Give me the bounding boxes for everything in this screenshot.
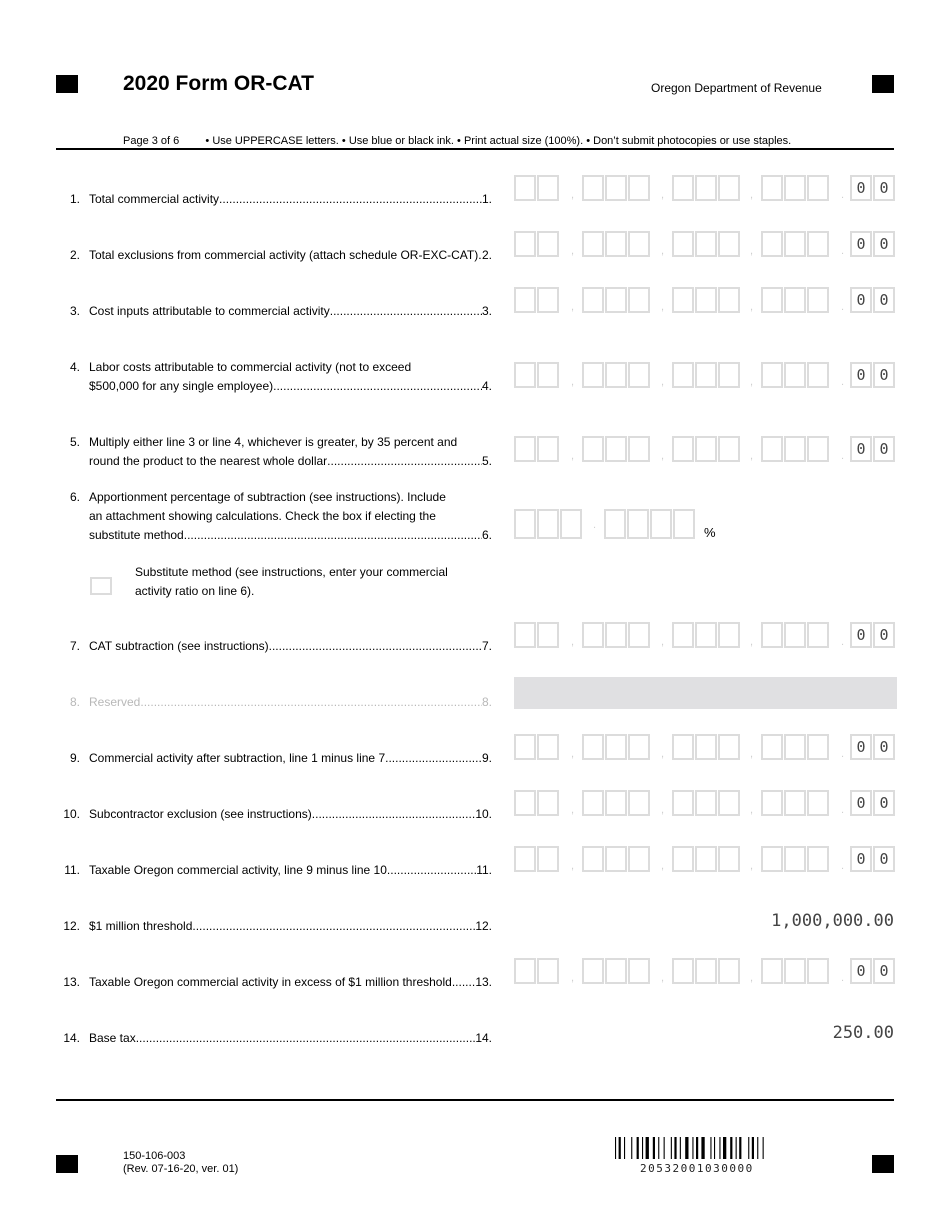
digit-box[interactable] [695,287,717,313]
digit-box[interactable] [761,362,783,388]
leader-dots [385,749,482,768]
digit-box[interactable] [784,958,806,984]
leader-dots [136,1029,476,1048]
line-number: 6. [69,490,80,504]
digit-box[interactable] [695,436,717,462]
digit-box[interactable] [672,622,694,648]
digit-box[interactable] [514,958,536,984]
comma-separator: , [661,804,665,816]
digit-box[interactable] [672,436,694,462]
leader-dots [273,377,482,396]
digit-box[interactable] [761,436,783,462]
digit-box[interactable] [761,846,783,872]
comma-separator: , [750,301,754,313]
digit-box[interactable] [582,790,604,816]
line-reference: 2. [481,248,492,262]
line-6-percentage-field[interactable] [514,509,724,539]
line-number: 9. [69,751,80,765]
digit-box[interactable] [718,622,740,648]
cents-digit: 0 [850,287,872,313]
digit-box[interactable] [628,231,650,257]
digit-box[interactable] [605,436,627,462]
digit-box[interactable] [672,790,694,816]
digit-box[interactable] [514,175,536,201]
cents-digit: 0 [850,436,872,462]
barcode-bar [664,1137,665,1159]
barcode-bar [723,1137,726,1159]
barcode-bar [653,1137,655,1159]
digit-box[interactable] [582,622,604,648]
digit-box[interactable] [807,846,829,872]
digit-box[interactable] [628,362,650,388]
digit-box[interactable] [718,846,740,872]
decimal-point: . [841,972,845,984]
line-text: Reserved [89,695,141,709]
barcode-bar [748,1137,749,1159]
digit-box[interactable] [718,287,740,313]
digit-box[interactable] [560,509,582,539]
cents-digit: 0 [873,958,895,984]
comma-separator: , [750,450,754,462]
line-number: 1. [69,192,80,206]
line-5-amount-field[interactable] [514,436,897,466]
digit-box[interactable] [582,958,604,984]
digit-box[interactable] [514,362,536,388]
digit-box[interactable] [537,846,559,872]
digit-box[interactable] [627,509,649,539]
comma-separator: , [661,860,665,872]
digit-box[interactable] [628,734,650,760]
cents-digit: 0 [873,175,895,201]
digit-box[interactable] [537,509,559,539]
decimal-point: . [593,519,597,531]
line-number: 7. [69,639,80,653]
cents-digit: 0 [850,790,872,816]
digit-box[interactable] [582,846,604,872]
digit-box[interactable] [605,622,627,648]
digit-box[interactable] [695,622,717,648]
line-reference: 3. [481,304,492,318]
decimal-point: . [841,245,845,257]
line-7-amount-field[interactable] [514,622,897,652]
line-11-amount-field[interactable] [514,846,897,876]
barcode-bar [719,1137,720,1159]
instruction-bar [123,135,791,147]
cents-digit: 0 [873,734,895,760]
digit-box[interactable] [718,362,740,388]
comma-separator: , [571,450,575,462]
line-number: 14. [63,1031,80,1045]
barcode-bar [752,1137,754,1159]
digit-box[interactable] [784,846,806,872]
line-reference: 9. [481,751,492,765]
line-text: round the product to the nearest whole dollar [89,454,328,468]
cents-digit: 0 [873,287,895,313]
cents-digit: 0 [873,231,895,257]
barcode-bar [631,1137,632,1159]
line-text: substitute method. [89,528,188,542]
digit-box[interactable] [537,734,559,760]
digit-box[interactable] [718,436,740,462]
barcode-bar [624,1137,625,1159]
line-text: CAT subtraction (see instructions) [89,639,269,653]
comma-separator: , [571,245,575,257]
digit-box[interactable] [514,622,536,648]
digit-box[interactable] [672,958,694,984]
cents-digit: 0 [850,846,872,872]
line-text: Subcontractor exclusion (see instructions) [89,807,312,821]
line-text: Taxable Oregon commercial activity in excess of $1 million threshold [89,975,452,989]
digit-box[interactable] [807,622,829,648]
cents-digit: 0 [850,734,872,760]
cents-digit: 0 [850,362,872,388]
digit-box[interactable] [537,436,559,462]
digit-box[interactable] [605,734,627,760]
barcode-bar [714,1137,715,1159]
leader-dots [192,917,475,936]
line-text: $500,000 for any single employee) [89,379,274,393]
digit-box[interactable] [514,287,536,313]
line-text: Total exclusions from commercial activity (attach schedule OR-EXC-CAT) [89,248,479,262]
barcode-bar [763,1137,764,1159]
cents-digit: 0 [850,175,872,201]
digit-box[interactable] [605,846,627,872]
line-reference: 13. [475,975,492,989]
barcode-bar [757,1137,758,1159]
threshold-value: 1,000,000.00 [771,911,894,931]
digit-box[interactable] [784,790,806,816]
cents-digit: 0 [873,362,895,388]
cents-digit: 0 [873,436,895,462]
leader-dots [312,805,476,824]
digit-box[interactable] [537,362,559,388]
digit-box[interactable] [604,509,626,539]
comma-separator: , [661,301,665,313]
decimal-point: . [841,189,845,201]
digit-box[interactable] [718,175,740,201]
digit-box[interactable] [605,362,627,388]
digit-box[interactable] [784,436,806,462]
comma-separator: , [661,245,665,257]
comma-separator: , [571,189,575,201]
base-tax-value: 250.00 [832,1023,894,1043]
comma-separator: , [571,301,575,313]
line-1-amount-field[interactable] [514,175,897,205]
comma-separator: , [750,860,754,872]
leader-dots [187,526,482,545]
comma-separator: , [661,189,665,201]
digit-box[interactable] [784,287,806,313]
digit-box[interactable] [718,790,740,816]
digit-box[interactable] [718,231,740,257]
barcode-bar [736,1137,737,1159]
comma-separator: , [661,972,665,984]
leader-dots [219,190,482,209]
line-reference: 11. [476,863,492,877]
digit-box[interactable] [537,175,559,201]
form-revision: (Rev. 07-16-20, ver. 01) [123,1163,239,1175]
line-text: Commercial activity after subtraction, line 1 minus line 7 [89,751,386,765]
leader-dots [387,861,476,880]
cents-digit: 0 [873,846,895,872]
line-number: 2. [69,248,80,262]
digit-box[interactable] [605,287,627,313]
digit-box[interactable] [784,362,806,388]
digit-box[interactable] [582,175,604,201]
leader-dots [452,973,475,992]
barcode-bar [739,1137,741,1159]
barcode-bar [646,1137,649,1159]
registration-mark-top-left [56,75,78,93]
digit-box[interactable] [628,622,650,648]
cents-digit: 0 [873,622,895,648]
line-text: Base tax [89,1031,136,1045]
digit-box[interactable] [514,509,536,539]
digit-box[interactable] [807,958,829,984]
digit-box[interactable] [582,362,604,388]
barcode-bar [680,1137,681,1159]
digit-box[interactable] [672,846,694,872]
digit-box[interactable] [537,790,559,816]
line-number: 4. [69,360,80,374]
digit-box[interactable] [673,509,695,539]
digit-box[interactable] [628,958,650,984]
barcode [615,1137,825,1159]
digit-box[interactable] [628,790,650,816]
digit-box[interactable] [807,734,829,760]
line-text: Apportionment percentage of subtraction (see instructions). Include [89,490,446,504]
comma-separator: , [571,860,575,872]
barcode-bar [692,1137,693,1159]
digit-box[interactable] [650,509,672,539]
digit-box[interactable] [514,436,536,462]
line-number: 3. [69,304,80,318]
digit-box[interactable] [605,790,627,816]
substitute-method-label: Substitute method (see instructions, enter your commercial activity ratio on line 6). [135,565,448,598]
digit-box[interactable] [718,734,740,760]
digit-box[interactable] [672,362,694,388]
barcode-bar [710,1137,711,1159]
registration-mark-top-right [872,75,894,93]
digit-box[interactable] [718,958,740,984]
barcode-bar [619,1137,621,1159]
line-reference: 6. [481,528,492,542]
line-reference: 1. [481,192,492,206]
barcode-bar [685,1137,688,1159]
leader-dots [269,637,482,656]
decimal-point: . [841,804,845,816]
comma-separator: , [571,376,575,388]
barcode-bar [701,1137,704,1159]
digit-box[interactable] [807,231,829,257]
form-number: 150-106-003 [123,1150,186,1162]
comma-separator: , [571,748,575,760]
decimal-point: . [841,860,845,872]
digit-box[interactable] [807,287,829,313]
cents-digit: 0 [850,622,872,648]
digit-box[interactable] [807,362,829,388]
line-text: Multiply either line 3 or line 4, whichever is greater, by 35 percent and [89,435,458,449]
decimal-point: . [841,450,845,462]
digit-box[interactable] [672,231,694,257]
cents-digit: 0 [850,958,872,984]
line-4-amount-field[interactable] [514,362,897,392]
digit-box[interactable] [628,175,650,201]
digit-box[interactable] [672,287,694,313]
line-number: 8. [69,695,80,709]
decimal-point: . [841,376,845,388]
barcode-bar [674,1137,676,1159]
barcode-number: 20532001030000 [640,1162,754,1175]
line-number: 12. [63,919,80,933]
digit-box[interactable] [761,958,783,984]
digit-box[interactable] [695,175,717,201]
line-9-amount-field[interactable] [514,734,897,764]
cents-digit: 0 [873,790,895,816]
comma-separator: , [661,376,665,388]
digit-box[interactable] [761,287,783,313]
digit-box[interactable] [582,734,604,760]
digit-box[interactable] [514,790,536,816]
digit-box[interactable] [784,175,806,201]
digit-box[interactable] [784,622,806,648]
digit-box[interactable] [605,231,627,257]
comma-separator: , [661,450,665,462]
line-text: Taxable Oregon commercial activity, line 9 minus line 10 [89,863,387,877]
line-2-amount-field[interactable] [514,231,897,261]
percent-sign: % [704,525,716,540]
digit-box[interactable] [807,175,829,201]
line-text: an attachment showing calculations. Check the box if electing the [89,509,436,523]
comma-separator: , [661,748,665,760]
line-text: $1 million threshold [89,919,193,933]
line-text: Total commercial activity [89,192,220,206]
form-footer [123,1150,238,1176]
digit-box[interactable] [695,846,717,872]
line-number: 11. [64,863,80,877]
line-reference: 4. [481,379,492,393]
digit-box[interactable] [761,734,783,760]
digit-box[interactable] [695,958,717,984]
digit-box[interactable] [582,436,604,462]
line-number: 10. [63,807,80,821]
digit-box[interactable] [672,175,694,201]
line-reference: 10. [475,807,492,821]
form-title: 2020 Form OR-CAT [123,72,314,95]
digit-box[interactable] [695,734,717,760]
digit-box[interactable] [695,790,717,816]
digit-box[interactable] [605,175,627,201]
decimal-point: . [841,748,845,760]
registration-mark-bottom-left [56,1155,78,1173]
decimal-point: . [841,301,845,313]
decimal-point: . [841,636,845,648]
barcode-bar [642,1137,643,1159]
comma-separator: , [750,748,754,760]
line-13-amount-field[interactable] [514,958,897,988]
reserved-field-shaded [514,677,897,709]
comma-separator: , [571,636,575,648]
line-reference: 8. [481,695,492,709]
digit-box[interactable] [807,790,829,816]
digit-box[interactable] [605,958,627,984]
page-indicator: Page 3 of 6 [123,135,180,147]
line-reference: 7. [481,639,492,653]
line-3-amount-field[interactable] [514,287,897,317]
digit-box[interactable] [537,622,559,648]
line-reference: 14. [475,1031,492,1045]
line-number: 13. [63,975,80,989]
digit-box[interactable] [807,436,829,462]
digit-box[interactable] [784,734,806,760]
cents-digit: 0 [850,231,872,257]
digit-box[interactable] [784,231,806,257]
leader-dots [327,452,482,471]
digit-box[interactable] [514,846,536,872]
digit-box[interactable] [582,231,604,257]
comma-separator: , [750,804,754,816]
barcode-bar [637,1137,639,1159]
line-10-amount-field[interactable] [514,790,897,820]
line-text: Labor costs attributable to commercial activity (not to exceed [89,360,412,374]
digit-box[interactable] [537,287,559,313]
digit-box[interactable] [761,622,783,648]
digit-box[interactable] [761,231,783,257]
digit-box[interactable] [537,958,559,984]
line-reference: 12. [475,919,492,933]
leader-dots [140,693,482,712]
digit-box[interactable] [761,175,783,201]
digit-box[interactable] [537,231,559,257]
digit-box[interactable] [761,790,783,816]
digit-box[interactable] [514,734,536,760]
comma-separator: , [750,245,754,257]
barcode-bar [696,1137,698,1159]
digit-box[interactable] [695,231,717,257]
digit-box[interactable] [695,362,717,388]
substitute-method-checkbox[interactable] [90,577,112,595]
leader-dots [330,302,482,321]
digit-box[interactable] [628,846,650,872]
comma-separator: , [750,189,754,201]
comma-separator: , [571,972,575,984]
digit-box[interactable] [582,287,604,313]
comma-separator: , [750,972,754,984]
barcode-bar [615,1137,616,1159]
comma-separator: , [661,636,665,648]
department-name: Oregon Department of Revenue [651,81,822,95]
barcode-bar [658,1137,659,1159]
line-number: 5. [69,435,80,449]
form-instructions: • Use UPPERCASE letters. • Use blue or black ink. • Print actual size (100%). • Don’t submit photocopies or use staples. [205,135,792,147]
digit-box[interactable] [672,734,694,760]
line-reference: 5. [481,454,492,468]
comma-separator: , [571,804,575,816]
comma-separator: , [750,376,754,388]
header-rule [56,148,894,150]
digit-box[interactable] [628,287,650,313]
comma-separator: , [750,636,754,648]
digit-box[interactable] [628,436,650,462]
barcode-bar [671,1137,672,1159]
digit-box[interactable] [514,231,536,257]
line-text: Cost inputs attributable to commercial activity [89,304,330,318]
footer-rule [56,1099,894,1101]
registration-mark-bottom-right [872,1155,894,1173]
barcode-bar [730,1137,732,1159]
